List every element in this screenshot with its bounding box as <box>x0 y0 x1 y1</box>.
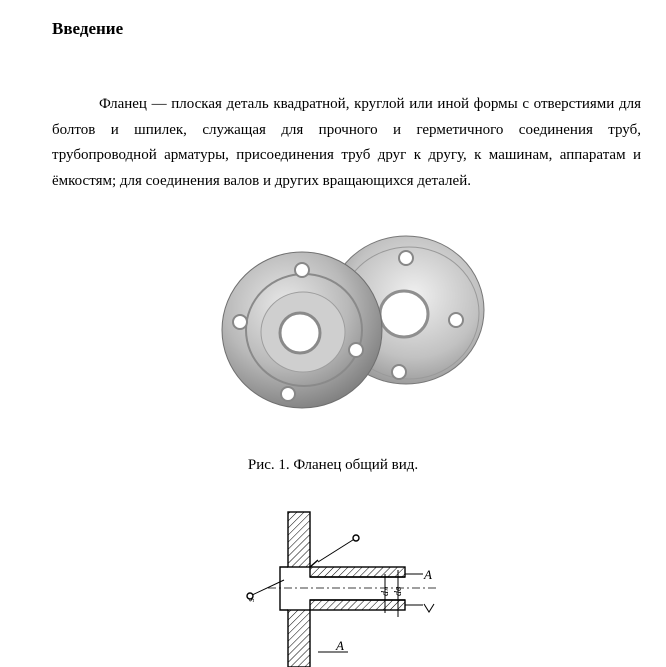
dim-s-label: s <box>246 598 257 602</box>
dim-db-label: dв <box>393 586 404 596</box>
surface-finish-icon <box>424 604 434 612</box>
datum-a-label: A <box>424 567 432 582</box>
intro-paragraph: Фланец — плоская деталь квадратной, круглой или иной формы с отверстиями для болтов и шпилек, служащая для прочного и герметичного соединения труб, трубопроводной арматуры, присоединения труб друг к другу, к машинам, аппаратам и ёмкостям; для соединения валов и других вращающихся деталей. <box>52 96 641 189</box>
flange-section-drawing <box>238 500 448 667</box>
figure-1-caption: Рис. 1. Фланец общий вид. <box>247 457 419 473</box>
section-heading: Введение <box>52 19 124 38</box>
datum-a-bottom-label: A <box>336 638 344 653</box>
dim-dn-label: dₙ <box>380 587 391 596</box>
front-flange <box>222 252 382 408</box>
flange-photo-image <box>216 230 496 430</box>
